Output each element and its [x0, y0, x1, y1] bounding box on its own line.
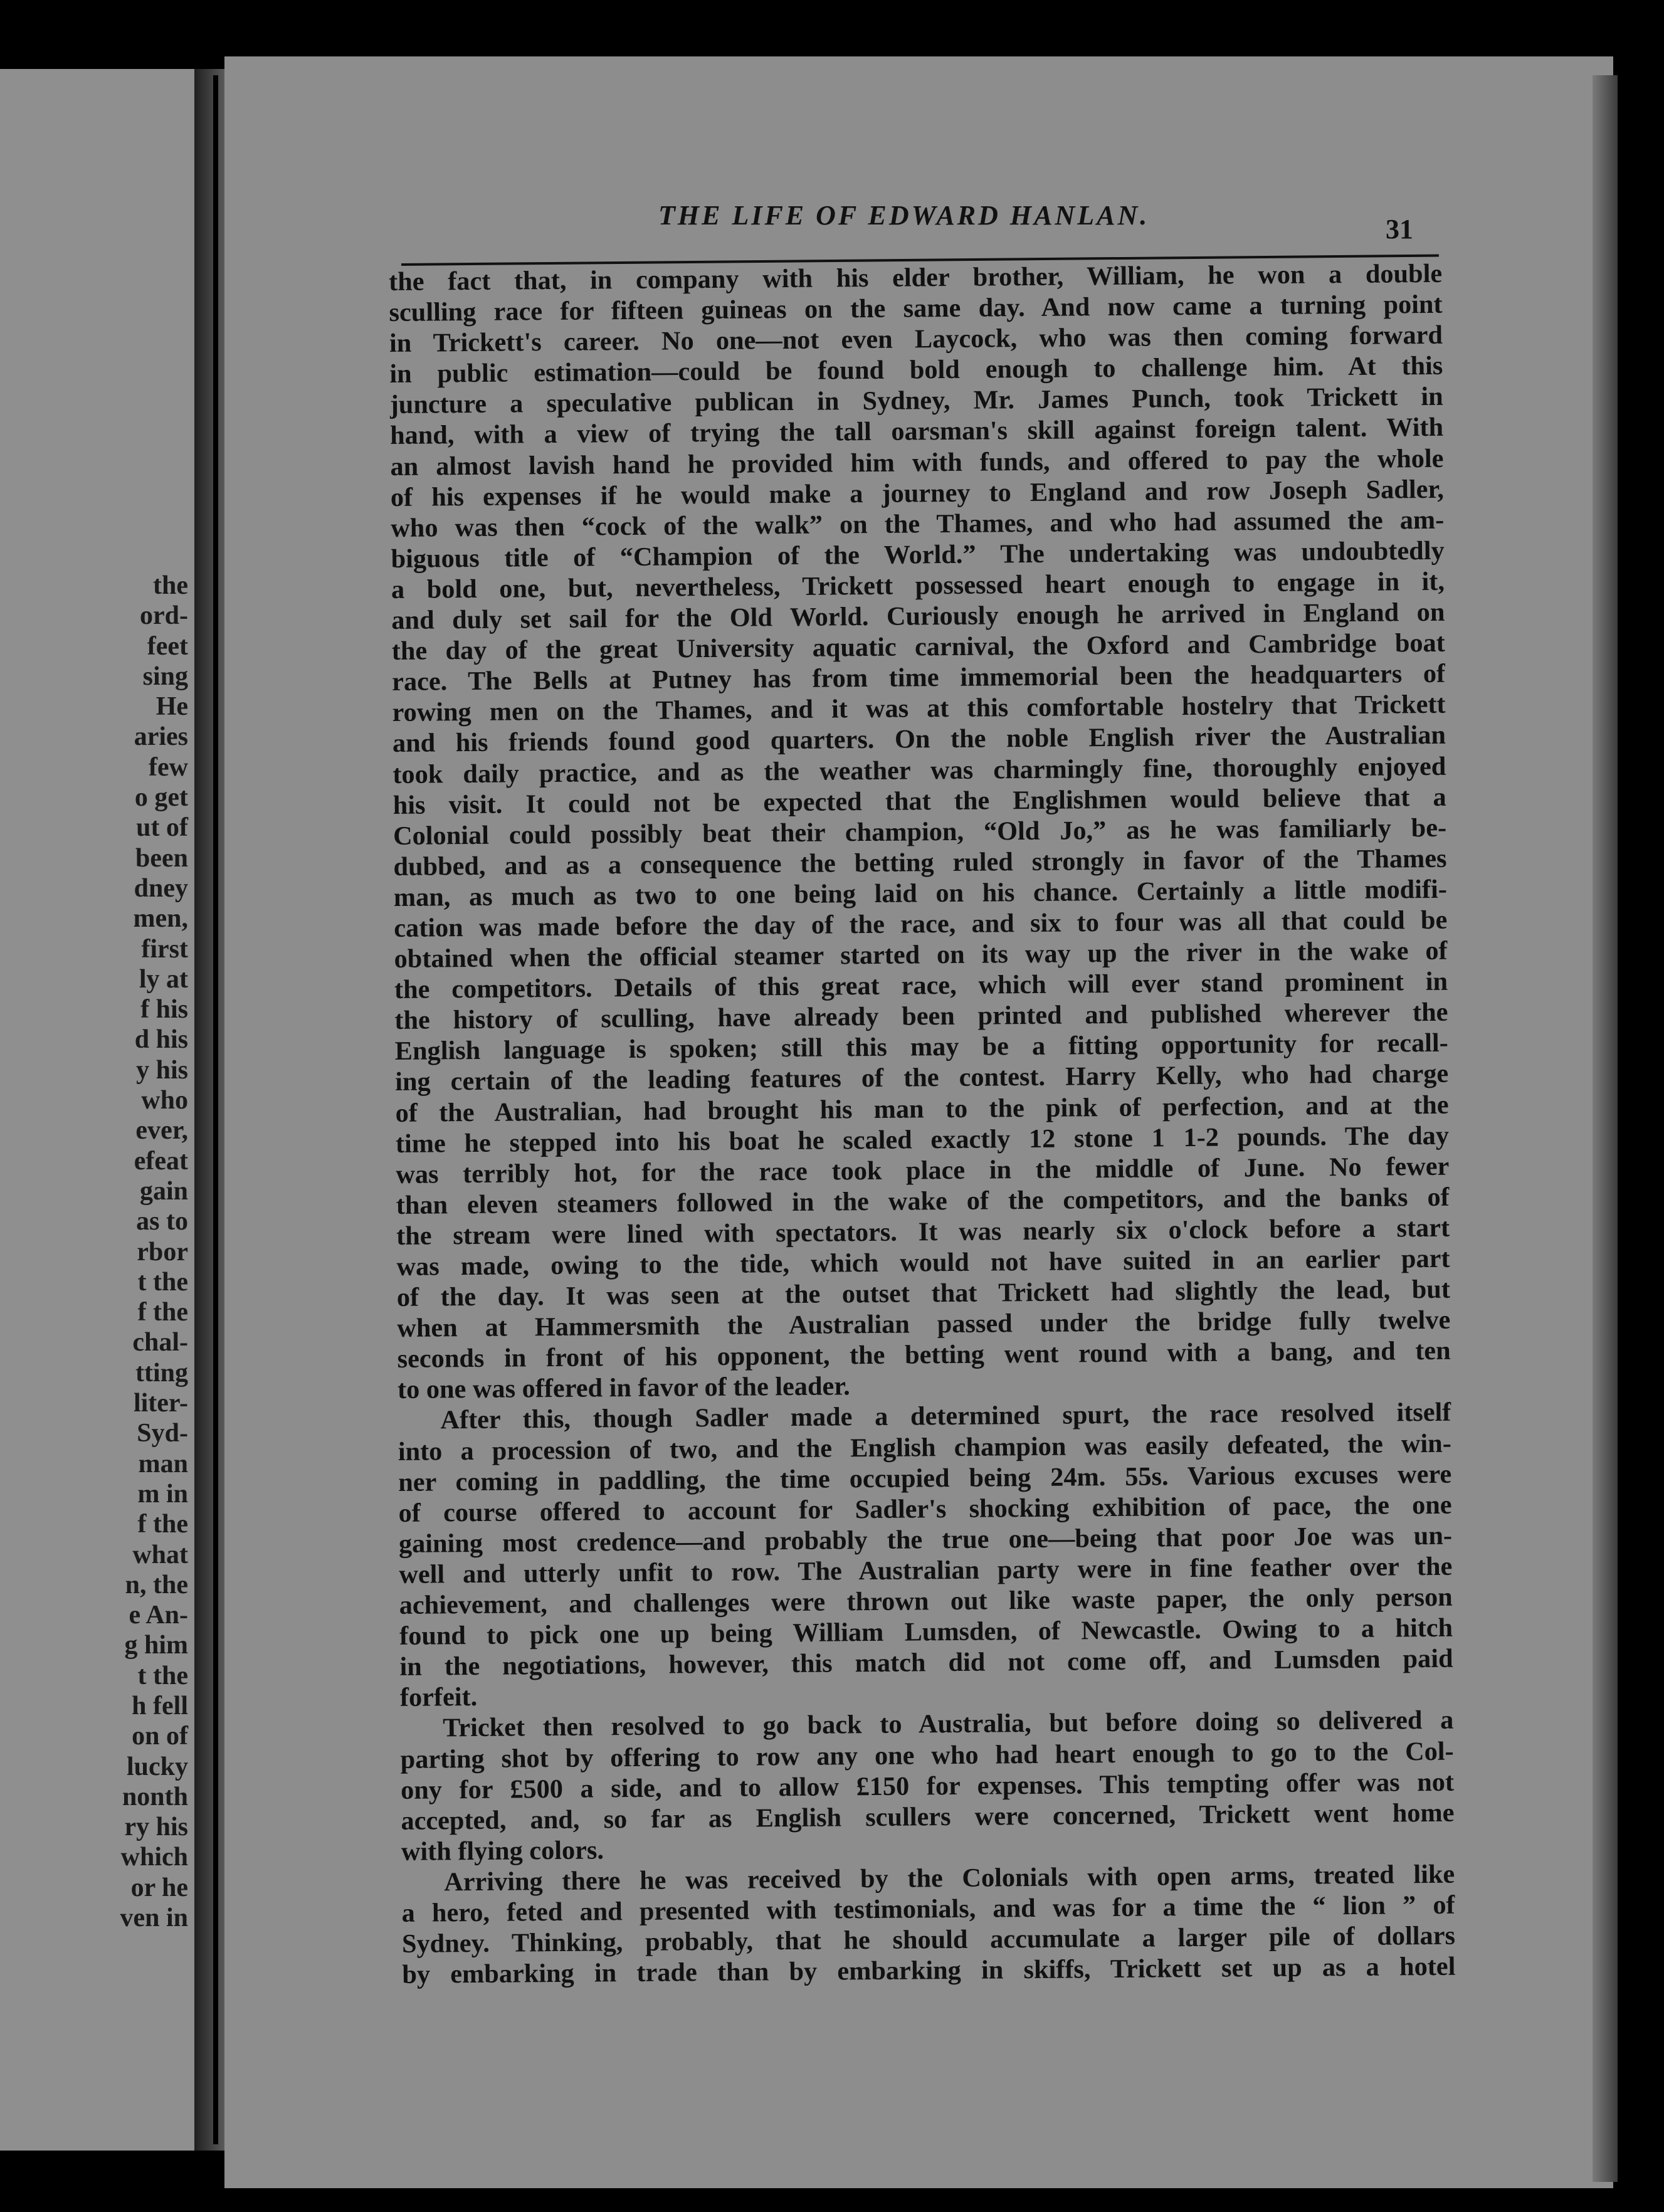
text-line: and duly set sail for the Old World. Curiously enough he arrived in England on — [391, 597, 1445, 636]
text-line: obtained when the official steamer started on its way up the river in the wake of — [394, 935, 1448, 974]
text-line: cation was made before the day of the race, and six to four was all that could be — [394, 905, 1448, 943]
left-page-fragment: f the — [137, 1298, 188, 1327]
left-page-fragment: lucky — [126, 1752, 188, 1781]
text-line: juncture a speculative publican in Sydney, Mr. James Punch, took Trickett in — [389, 382, 1443, 420]
text-line: and his friends found good quarters. On the noble English river the Australian — [392, 720, 1446, 759]
text-line: of the Australian, had brought his man to the pink of perfection, and at the — [395, 1090, 1449, 1128]
text-line: parting shot by offering to row any one who had heart enough to go to the Col- — [400, 1736, 1454, 1774]
text-line: forfeit. — [399, 1682, 478, 1713]
text-line: achievement, and challenges were thrown out like waste paper, the only person — [399, 1582, 1453, 1620]
left-page-fragment: f his — [140, 995, 188, 1024]
left-page-fragment: which — [120, 1843, 188, 1872]
left-page-fragment: e An- — [129, 1601, 188, 1630]
text-line: Sydney. Thinking, probably, that he should accumulate a larger pile of dollars — [401, 1920, 1456, 1959]
left-page-fragment: efeat — [134, 1146, 188, 1176]
text-line: was terribly hot, for the race took place in the middle of June. No fewer — [396, 1151, 1450, 1189]
text-line: biguous title of “Champion of the World.” The undertaking was undoubtedly — [391, 535, 1445, 574]
text-line: to one was offered in favor of the leader. — [397, 1371, 850, 1405]
left-page-fragment: t the — [137, 1661, 188, 1690]
text-line: who was then “cock of the walk” on the Thames, and who had assumed the am- — [391, 505, 1445, 543]
page-gutter — [194, 69, 224, 2151]
left-page-fragment: ord- — [140, 601, 188, 631]
text-line: Tricket then resolved to go back to Australia, but before doing so delivered a — [443, 1705, 1454, 1743]
left-page-fragment: ry his — [124, 1813, 188, 1842]
left-page-fragment: ly at — [139, 964, 188, 994]
text-line: ony for £500 a side, and to allow £150 for expenses. This tempting offer was not — [400, 1767, 1455, 1805]
left-page-fragment: chal- — [132, 1328, 188, 1357]
text-line: his visit. It could not be expected that the Englishmen would believe that a — [392, 782, 1446, 820]
left-page-fragment: dney — [134, 873, 188, 903]
left-page-fragment: first — [141, 934, 188, 964]
left-page-fragment: ever, — [135, 1116, 188, 1146]
left-page-fragment: on of — [132, 1722, 188, 1751]
running-head: THE LIFE OF EDWARD HANLAN. — [658, 200, 1150, 231]
left-page-fragment: men, — [133, 904, 188, 934]
text-line: rowing men on the Thames, and it was at this comfortable hostelry that Trickett — [392, 690, 1446, 728]
text-line: of his expenses if he would make a journey to England and row Joseph Sadler, — [390, 474, 1445, 512]
text-line: the stream were lined with spectators. It was nearly six o'clock before a start — [396, 1213, 1450, 1251]
left-page-fragment: d his — [134, 1025, 188, 1055]
left-page-fragment: been — [135, 843, 188, 873]
left-page-fragment: f the — [137, 1510, 188, 1539]
text-line: ing certain of the leading features of the contest. Harry Kelly, who had charge — [395, 1059, 1449, 1097]
text-line: time he stepped into his boat he scaled exactly 12 stone 1 1-2 pounds. The day — [395, 1120, 1450, 1159]
left-page-fragment: ut of — [136, 813, 188, 843]
text-line: sculling race for fifteen guineas on the same day. And now came a turning point — [389, 289, 1443, 328]
text-line: hand, with a view of trying the tall oarsman's skill against foreign talent. With — [389, 413, 1444, 451]
left-page-fragment: what — [132, 1540, 188, 1569]
left-page-fragment: y his — [136, 1055, 188, 1085]
text-line: Arriving there he was received by the Colonials with open arms, treated like — [444, 1859, 1455, 1897]
text-line: of course offered to account for Sadler's shocking exhibition of pace, the one — [398, 1490, 1452, 1528]
left-page-fragment: o get — [134, 783, 188, 813]
text-line: the history of sculling, have already been printed and published wherever the — [394, 998, 1448, 1036]
left-page-fragment: or he — [130, 1873, 188, 1902]
text-line: into a procession of two, and the English champion was easily defeated, the win- — [398, 1428, 1451, 1467]
left-page-fragment: as to — [136, 1207, 188, 1236]
left-page-fragment: n, the — [125, 1570, 188, 1599]
text-line: took daily practice, and as the weather was charmingly fine, thoroughly enjoyed — [392, 751, 1446, 789]
text-line: well and utterly unfit to row. The Australian party were in fine feather over the — [399, 1551, 1453, 1589]
left-page-fragment: tting — [135, 1358, 188, 1388]
text-line: After this, though Sadler made a determined spurt, the race resolved itself — [440, 1398, 1451, 1435]
left-page-fragment: feet — [147, 631, 188, 661]
left-page — [0, 69, 194, 2151]
left-page-fragment: liter- — [133, 1389, 188, 1418]
text-line: in public estimation—could be found bold enough to challenge him. At this — [389, 351, 1443, 389]
text-line: accepted, and, so far as English scullers were concerned, Trickett went home — [401, 1798, 1455, 1836]
gutter-binding-line — [213, 75, 218, 2144]
text-line: the day of the great University aquatic carnival, the Oxford and Cambridge boat — [391, 628, 1445, 666]
text-line: man, as much as two to one being laid on his chance. Certainly a little modifi- — [393, 874, 1448, 912]
left-page-fragment: sing — [142, 661, 188, 691]
text-line: than eleven steamers followed in the wake of the competitors, and the banks of — [396, 1182, 1450, 1220]
text-line: found to pick one up being William Lumsden, of Newcastle. Owing to a hitch — [399, 1613, 1453, 1651]
text-line: with flying colors. — [401, 1835, 604, 1867]
text-line: by embarking in trade than by embarking in skiffs, Trickett set up as a hotel — [402, 1951, 1456, 1990]
left-page-fragment: ven in — [120, 1904, 188, 1933]
text-line: was made, owing to the tide, which would not have suited in an earlier part — [396, 1243, 1450, 1282]
text-line: race. The Bells at Putney has from time immemorial been the headquarters of — [392, 659, 1446, 697]
right-page-edge — [1593, 75, 1618, 2182]
left-page-fragment: g him — [124, 1631, 188, 1660]
left-page-fragment: t the — [137, 1267, 188, 1297]
body-text — [389, 258, 1456, 1990]
page-number: 31 — [1386, 214, 1413, 245]
text-line: of the day. It was seen at the outset that Trickett had slightly the lead, but — [396, 1274, 1451, 1313]
text-line: in Trickett's career. No one—not even Laycock, who was then coming forward — [389, 320, 1443, 359]
text-line: ner coming in paddling, the time occupied being 24m. 55s. Various excuses were — [398, 1459, 1452, 1497]
left-page-fragment: gain — [139, 1176, 188, 1206]
left-page-fragment: man — [138, 1449, 188, 1478]
left-page-fragment: rbor — [137, 1237, 188, 1267]
text-line: dubbed, and as a consequence the betting ruled strongly in favor of the Thames — [393, 843, 1447, 882]
left-page-fragment: Syd- — [137, 1419, 188, 1448]
left-page-fragment: He — [155, 692, 188, 722]
text-line: Colonial could possibly beat their champion, “Old Jo,” as he was familiarly be- — [392, 813, 1447, 851]
left-page-fragment: m in — [137, 1479, 188, 1509]
left-page-text-fragments — [0, 571, 188, 1933]
text-line: when at Hammersmith the Australian passed under the bridge fully twelve — [397, 1305, 1451, 1344]
text-line: in the negotiations, however, this match did not come off, and Lumsden paid — [399, 1643, 1453, 1682]
left-page-fragment: the — [153, 571, 188, 600]
left-page-fragment: few — [149, 752, 188, 782]
text-line: seconds in front of his opponent, the betting went round with a bang, and ten — [397, 1336, 1451, 1374]
text-line: a hero, feted and presented with testimonials, and was for a time the “ lion ” of — [401, 1890, 1455, 1928]
left-page-fragment: nonth — [122, 1782, 188, 1811]
text-line: a bold one, but, nevertheless, Trickett possessed heart enough to engage in it, — [391, 566, 1445, 604]
text-line: an almost lavish hand he provided him with funds, and offered to pay the whole — [390, 443, 1444, 482]
text-line: the fact that, in company with his elder brother, William, he won a double — [389, 258, 1443, 297]
left-page-fragment: who — [141, 1086, 188, 1115]
text-line: the competitors. Details of this great race, which will ever stand prominent in — [394, 966, 1448, 1005]
left-page-fragment: h fell — [132, 1691, 188, 1720]
left-page-fragment: aries — [134, 722, 188, 752]
text-line: English language is spoken; still this may be a fitting opportunity for recall- — [394, 1028, 1448, 1066]
text-line: gaining most credence—and probably the true one—being that poor Joe was un- — [398, 1520, 1453, 1559]
